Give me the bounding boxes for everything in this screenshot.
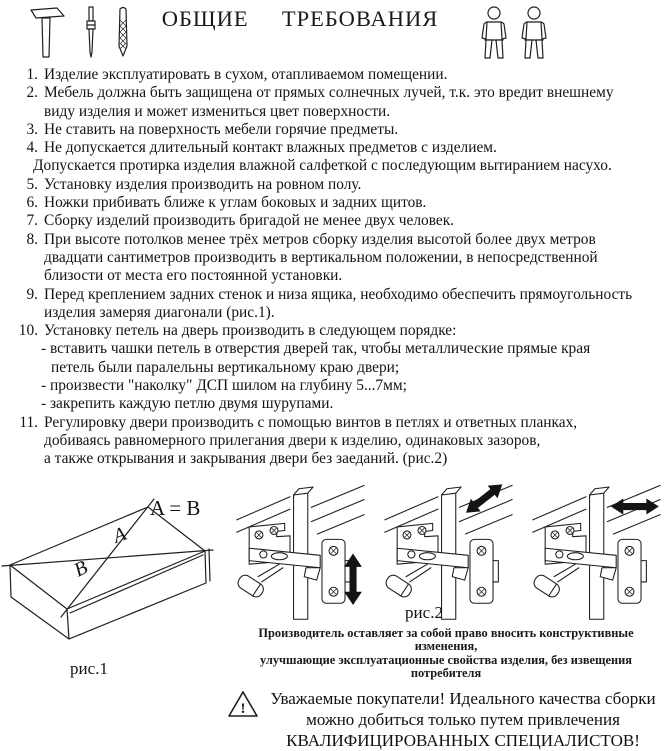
requirement-item (6, 212, 664, 230)
manufacturer-note (228, 627, 664, 681)
hinge-diagrams (228, 479, 664, 621)
text-line: Допускается протирка изделия влажной салфеткой с последующим вытиранием насухо. (33, 157, 612, 175)
requirement-item (6, 286, 664, 323)
text-line: КВАЛИФИЦИРОВАННЫХ СПЕЦИАЛИСТОВ! (286, 730, 640, 750)
requirement-item (6, 139, 664, 176)
item-text (44, 121, 664, 139)
text-line: Не допускается длительный контакт влажных предметов с изделием. (44, 139, 497, 157)
figure-2-group (228, 479, 664, 751)
hinge-vertical-adjust-figure (228, 479, 368, 621)
text-line: Установку петель на дверь производить в следующем порядке: (44, 322, 457, 340)
text-line: - произвести "наколку" ДСП шилом на глубину 5...7мм; (41, 377, 407, 395)
warning-block (228, 688, 664, 751)
text-line: а также открывания и закрывания двери без заеданий. (рис.2) (44, 450, 448, 468)
item-text (41, 322, 664, 413)
item-number: 4. (26, 139, 38, 157)
item-text (44, 66, 664, 84)
svg-text:!: ! (240, 700, 246, 717)
text-line: двадцати сантиметров производить в вертикальном положении, в непосредственной (44, 248, 598, 266)
figure-1 (0, 485, 232, 679)
tools-icons (26, 4, 132, 60)
text-line: Уважаемые покупатели! Идеального качества сборки (270, 688, 656, 708)
text-line: можно добиться только путем привлечения (306, 709, 620, 729)
requirement-item (6, 121, 664, 139)
requirements-list (0, 66, 664, 469)
warning-triangle-icon (228, 688, 262, 718)
item-text (44, 286, 664, 323)
header (0, 0, 664, 62)
requirement-item (6, 414, 664, 469)
box-diagonals-figure (0, 485, 232, 653)
diagonal-b-label: B (70, 555, 92, 582)
figure-2-caption: рис.2 (405, 602, 443, 622)
text-line: Установку изделия производить на ровном полу. (44, 175, 362, 193)
requirement-item (6, 194, 664, 212)
item-number: 9. (26, 285, 38, 303)
text-line: Изделие эксплуатировать в сухом, отапливаемом помещении. (44, 66, 448, 83)
text-line: Мебель должна быть защищена от прямых солнечных лучей, т.к. это вредит внешнему (44, 84, 614, 102)
item-text (44, 176, 664, 194)
item-number: 6. (26, 194, 38, 212)
item-number: 10. (18, 322, 38, 340)
item-number: 7. (26, 212, 38, 230)
page-title: ОБЩИЕ ТРЕБОВАНИЯ (161, 6, 439, 31)
item-number: 1. (26, 66, 38, 83)
requirement-item (6, 231, 664, 286)
person-icon (478, 6, 510, 60)
requirement-item (6, 322, 664, 413)
text-line: петель были паралельны вертикальному краю двери; (51, 358, 400, 376)
two-persons-icon (478, 6, 550, 60)
diagonal-a-label: A (110, 522, 130, 548)
item-number: 5. (26, 175, 38, 193)
item-number: 8. (26, 230, 38, 248)
warning-text (262, 688, 664, 751)
item-text (44, 414, 664, 469)
hammer-icon (26, 4, 68, 60)
figures-section (0, 479, 664, 750)
text-line: Ножки прибивать ближе к углам боковых и задних щитов. (44, 194, 427, 212)
text-line: При высоте потолков менее трёх метров сборку изделия высотой более двух метров (44, 230, 596, 248)
file-icon (114, 4, 132, 60)
text-line: виду изделия и может измениться цвет поверхности. (44, 102, 391, 120)
text-line: Не ставить на поверхность мебели горячие предметы. (44, 120, 399, 138)
person-icon (518, 6, 550, 60)
hinge-horizontal-adjust-figure (524, 479, 664, 621)
item-text (44, 194, 664, 212)
text-line: Регулировку двери производить с помощью винтов в петлях и ответных планках, (44, 413, 578, 431)
diagonal-arrow-icon (461, 479, 507, 519)
equation-label: A = B (150, 495, 201, 520)
item-number: 2. (26, 84, 38, 102)
text-line: близости от места его постоянной установки. (44, 267, 343, 285)
requirement-item (6, 66, 664, 84)
text-line: - закрепить каждую петлю двумя шурупами. (41, 395, 334, 413)
text-line: - вставить чашки петель в отверстия дверей так, чтобы металлические прямые края (41, 340, 591, 358)
item-text (33, 139, 664, 176)
requirement-item (6, 176, 664, 194)
text-line: Производитель оставляет за собой право вносить конструктивные изменения, (258, 625, 634, 654)
text-line: изделия замеряя диагонали (рис.1). (44, 303, 275, 321)
text-line: улучшающие эксплуатационные свойства изделия, без извещения потребителя (259, 652, 632, 681)
figure-1-caption: рис.1 (70, 658, 108, 678)
text-line: Перед креплением задних стенок и низа ящика, необходимо обеспечить прямоугольность (44, 285, 633, 303)
item-text (44, 84, 664, 121)
item-number: 3. (26, 120, 38, 138)
text-line: Сборку изделий производить бригадой не менее двух человек. (44, 212, 455, 230)
item-text (44, 231, 664, 286)
text-line: добиваясь равномерного прилегания двери к изделию, одинаковых зазоров, (44, 431, 541, 449)
awl-icon (82, 4, 100, 60)
hinge-diagonal-adjust-figure (376, 479, 516, 621)
item-text (44, 212, 664, 230)
requirement-item (6, 84, 664, 121)
item-number: 11. (19, 413, 38, 431)
horizontal-arrow-icon (611, 498, 659, 514)
